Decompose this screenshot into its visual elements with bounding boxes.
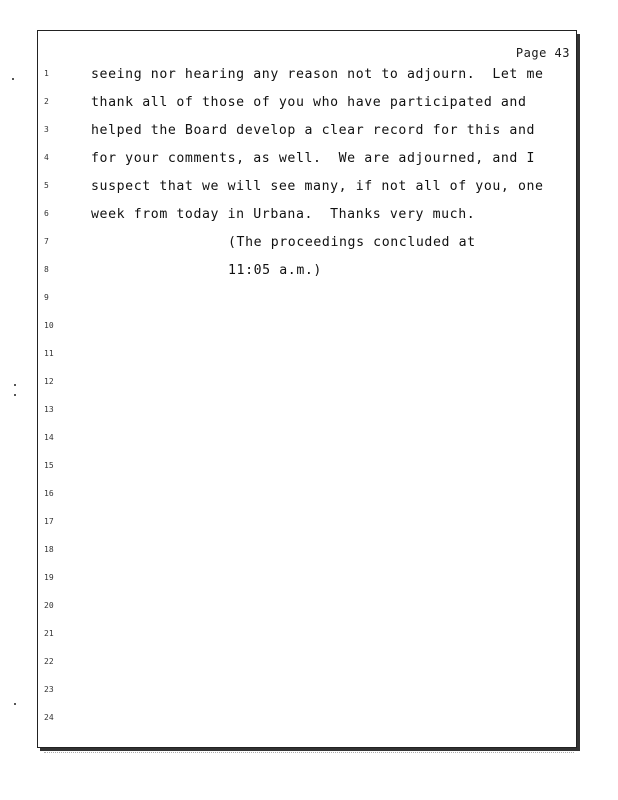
line-number: 10 [44,321,54,330]
line-number: 15 [44,461,54,470]
line-number: 4 [44,153,49,162]
line-number: 2 [44,97,49,106]
line-number: 18 [44,545,54,554]
transcript-line: seeing nor hearing any reason not to adjourn. Let me [91,67,544,82]
line-number: 7 [44,237,49,246]
scan-mark [14,384,16,386]
line-number: 24 [44,713,54,722]
line-number: 16 [44,489,54,498]
line-number: 8 [44,265,49,274]
transcript-line: thank all of those of you who have participated and [91,95,527,110]
transcript-line: (The proceedings concluded at [228,235,476,250]
line-number: 11 [44,349,54,358]
page-edge-shadow-right [577,34,580,750]
line-number: 19 [44,573,54,582]
line-number: 5 [44,181,49,190]
transcript-line: suspect that we will see many, if not all of you, one [91,179,544,194]
line-number: 14 [44,433,54,442]
transcript-line: for your comments, as well. We are adjourned, and I [91,151,536,166]
line-number: 13 [44,405,54,414]
page-edge-shadow-bottom [40,748,580,751]
transcript-line: week from today in Urbana. Thanks very much. [91,207,476,222]
scan-noise-bottom [44,752,574,754]
line-number: 23 [44,685,54,694]
line-number: 3 [44,125,49,134]
line-number: 9 [44,293,49,302]
line-number: 20 [44,601,54,610]
line-number: 17 [44,517,54,526]
line-number: 21 [44,629,54,638]
transcript-line: 11:05 a.m.) [228,263,322,278]
scan-mark [14,394,16,396]
page-number: Page 43 [515,46,570,60]
scan-mark [14,703,16,705]
line-number: 6 [44,209,49,218]
transcript-line: helped the Board develop a clear record for this and [91,123,536,138]
line-number: 12 [44,377,54,386]
line-number: 1 [44,69,49,78]
line-number: 22 [44,657,54,666]
scan-mark [12,78,14,80]
